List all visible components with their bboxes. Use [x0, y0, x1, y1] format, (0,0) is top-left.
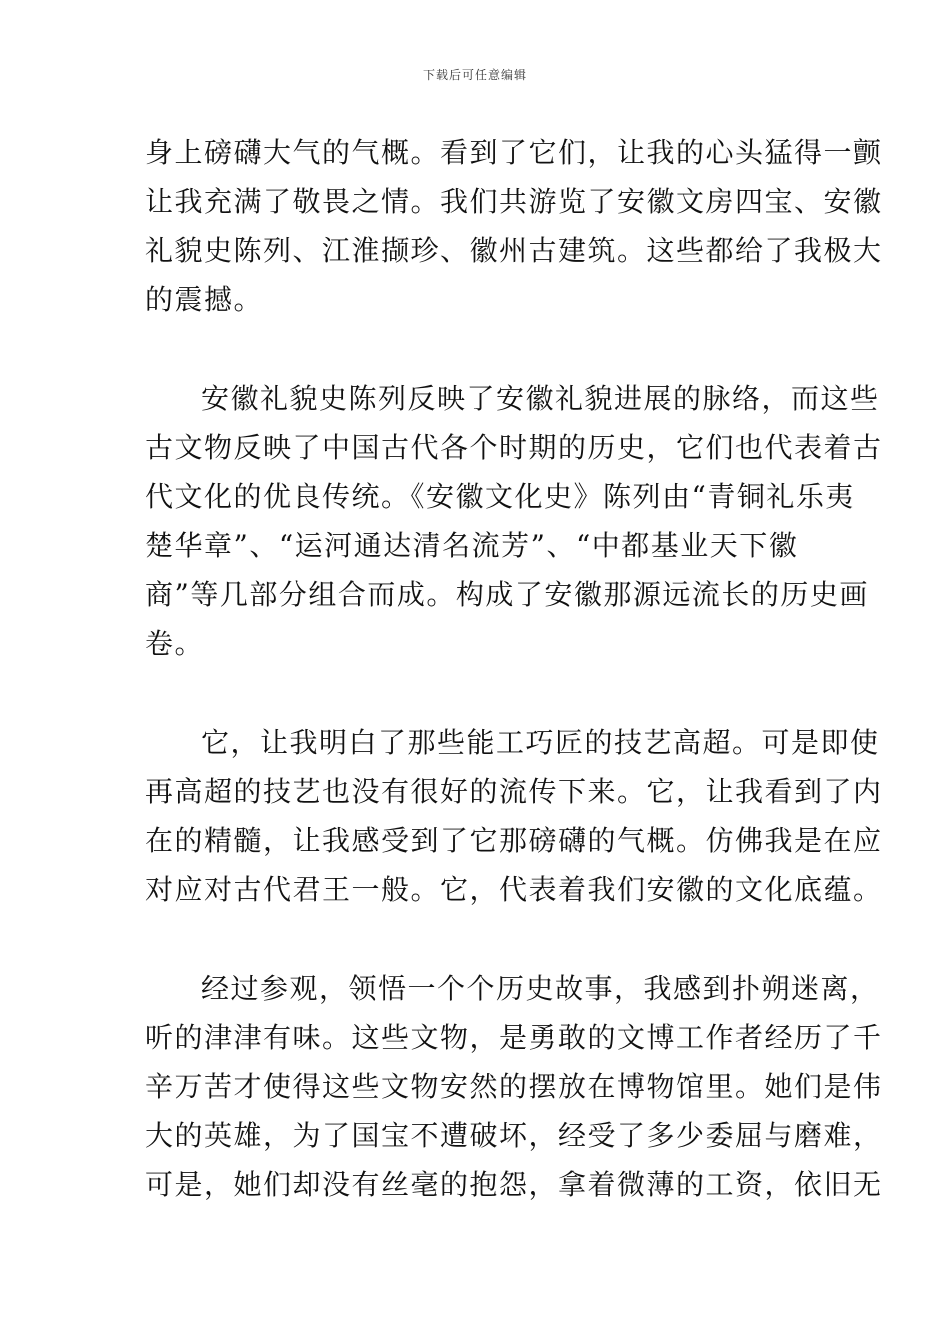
- paragraph-line: 听的津津有味。这些文物，是勇敢的文博工作者经历了千: [145, 1021, 883, 1054]
- paragraph-line: 古文物反映了中国古代各个时期的历史，它们也代表着古: [145, 431, 883, 464]
- paragraph-gap: [145, 914, 810, 964]
- body-text: [145, 128, 883, 1209]
- paragraph-line: 礼貌史陈列、江淮撷珍、徽州古建筑。这些都给了我极大: [145, 234, 883, 267]
- paragraph-line: 卷。: [145, 627, 205, 660]
- paragraph-3: [145, 718, 883, 914]
- paragraph-line: 再高超的技艺也没有很好的流传下来。它，让我看到了内: [145, 775, 883, 808]
- paragraph-2: [145, 374, 883, 668]
- paragraph-line: 大的英雄，为了国宝不遭破坏，经受了多少委屈与磨难，: [145, 1119, 883, 1152]
- paragraph-line: 可是，她们却没有丝毫的抱怨，拿着微薄的工资，依旧无: [145, 1168, 883, 1201]
- paragraph-line: 在的精髓，让我感受到了它那磅礴的气概。仿佛我是在应: [145, 824, 883, 857]
- paragraph-line: 的震撼。: [145, 283, 264, 316]
- paragraph-line: 让我充满了敬畏之情。我们共游览了安徽文房四宝、安徽: [145, 185, 883, 218]
- paragraph-line: 商”等几部分组合而成。构成了安徽那源远流长的历史画: [145, 578, 869, 611]
- paragraph-gap: [145, 668, 810, 718]
- paragraph-1: [145, 128, 883, 324]
- paragraph-line: 对应对古代君王一般。它，代表着我们安徽的文化底蕴。: [145, 873, 883, 906]
- header-note: 下载后可任意编辑: [422, 68, 527, 82]
- paragraph-gap: [145, 324, 810, 374]
- paragraph-line: 安徽礼貌史陈列反映了安徽礼貌进展的脉络，而这些: [201, 382, 880, 415]
- paragraph-4: [145, 964, 883, 1209]
- paragraph-line: 代文化的优良传统。《安徽文化史》陈列由“青铜礼乐夷: [145, 480, 855, 513]
- paragraph-line: 它，让我明白了那些能工巧匠的技艺高超。可是即使: [201, 726, 880, 759]
- paragraph-line: 身上磅礴大气的气概。看到了它们，让我的心头猛得一颤: [145, 136, 883, 169]
- paragraph-line: 辛万苦才使得这些文物安然的摆放在博物馆里。她们是伟: [145, 1070, 883, 1103]
- paragraph-line: 楚华章”、“运河通达清名流芳”、“中都基业天下徽: [145, 529, 799, 562]
- paragraph-line: 经过参观，领悟一个个历史故事，我感到扑朔迷离，: [201, 972, 880, 1005]
